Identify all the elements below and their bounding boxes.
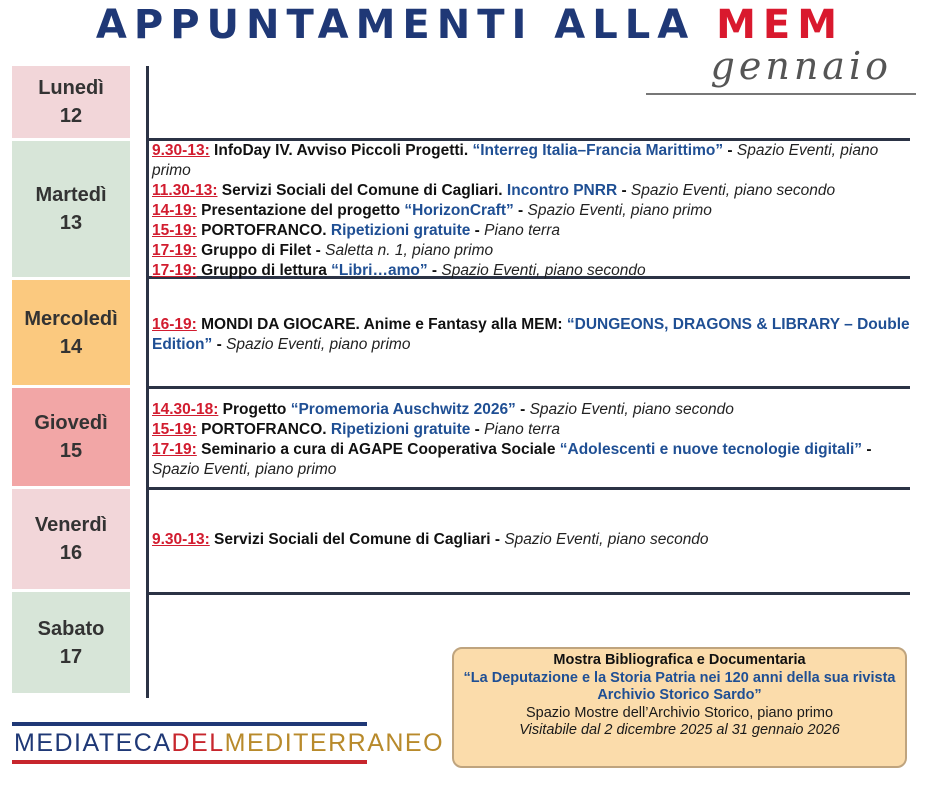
events-thursday (152, 400, 912, 480)
row-divider (146, 487, 910, 490)
logo-bottom-bar (12, 760, 367, 764)
event-time: 17-19: (152, 262, 197, 279)
event-separator: - (515, 401, 530, 418)
event-location: Spazio Eventi, piano secondo (630, 182, 836, 199)
events-tuesday (152, 141, 912, 281)
event-title: Gruppo di Filet (196, 242, 312, 259)
event-time: 14.30-18: (152, 401, 219, 418)
day-name: Lunedì (38, 77, 104, 99)
event-project: “Interreg Italia–Francia Marittimo” (468, 142, 724, 159)
day-name: Giovedì (34, 412, 108, 434)
event-project: “Adolescenti e nuove tecnologie digitali” (555, 441, 863, 458)
row-divider (146, 386, 910, 389)
day-wednesday (12, 280, 130, 385)
event-title: Servizi Sociali del Comune di Cagliari. (217, 182, 503, 199)
event-location: Spazio Eventi, piano secondo (441, 262, 646, 279)
event-separator: - (617, 182, 631, 199)
event-time: 14-19: (152, 202, 197, 219)
day-name: Mercoledì (24, 307, 118, 330)
event-separator: - (513, 202, 528, 219)
event-location: Spazio Eventi, piano primo (152, 461, 337, 478)
mediateca-logo (14, 729, 444, 758)
event-item (152, 201, 912, 221)
event-time: 11.30-13: (152, 182, 218, 199)
exhibit-title-2: Archivio Storico Sardo” (597, 687, 762, 703)
event-location: Spazio Eventi, piano primo (152, 142, 879, 179)
day-name: Venerdì (34, 514, 108, 536)
event-project: Ripetizioni gratuite (326, 222, 471, 239)
month-label: gennaio (710, 44, 892, 88)
event-title: Servizi Sociali del Comune di Cagliari (209, 531, 491, 548)
exhibit-dates: Visitabile dal 2 dicembre 2025 al 31 gennaio 2026 (519, 722, 840, 738)
event-time: 9.30-13: (152, 531, 210, 548)
event-title: MONDI DA GIOCARE. Anime e Fantasy alla MEM: (196, 316, 563, 333)
event-project: “DUNGEONS, DRAGONS & LIBRARY – Double Edition” (152, 316, 910, 353)
day-number: 15 (59, 440, 83, 462)
row-divider (146, 592, 910, 595)
event-time: 16-19: (152, 316, 197, 333)
event-project: Incontro PNRR (502, 182, 618, 199)
event-item (152, 141, 912, 181)
day-number: 16 (59, 542, 83, 564)
day-number: 14 (59, 335, 83, 358)
event-time: 9.30-13: (152, 142, 210, 159)
event-project: “Promemoria Auschwitz 2026” (286, 401, 516, 418)
logo-part: MEDITERRANEO (224, 729, 445, 757)
event-separator: - (470, 421, 485, 438)
events-wednesday (152, 315, 912, 355)
day-name: Sabato (37, 617, 105, 640)
event-time: 15-19: (152, 421, 197, 438)
logo-part: MEDIATECA (14, 729, 172, 757)
event-separator: - (427, 262, 442, 279)
event-title: Seminario a cura di AGAPE Cooperativa Sociale (196, 441, 556, 458)
day-thursday (12, 388, 130, 486)
event-separator: - (311, 242, 326, 259)
exhibit-title: “La Deputazione e la Storia Patria nei 120 anni della sua rivista (463, 669, 896, 686)
day-saturday (12, 592, 130, 693)
exhibit-location: Spazio Mostre dell’Archivio Storico, piano primo (525, 704, 834, 721)
logo-top-bar (12, 722, 367, 726)
day-name: Martedì (35, 184, 107, 206)
timeline-vertical-line (146, 66, 149, 698)
event-location: Spazio Eventi, piano secondo (504, 531, 709, 548)
exhibit-heading: Mostra Bibliografica e Documentaria (553, 652, 806, 668)
event-title: PORTOFRANCO. (196, 222, 327, 239)
day-friday (12, 489, 130, 589)
logo-part: DEL (171, 729, 225, 757)
event-location: Saletta n. 1, piano primo (325, 242, 494, 259)
event-location: Spazio Eventi, piano secondo (529, 401, 734, 418)
month-underline (646, 93, 916, 95)
event-time: 15-19: (152, 222, 197, 239)
title-main: APPUNTAMENTI ALLA (95, 2, 717, 48)
event-project: “Libri…amo” (326, 262, 428, 279)
event-time: 17-19: (152, 242, 197, 259)
event-item (152, 315, 912, 355)
event-item (152, 221, 912, 241)
event-title: Progetto (218, 401, 287, 418)
day-tuesday (12, 141, 130, 277)
event-item (152, 400, 912, 420)
exhibit-box (452, 647, 907, 768)
events-friday (152, 530, 912, 550)
event-item (152, 530, 912, 550)
event-location: Spazio Eventi, piano primo (527, 202, 712, 219)
event-title: Gruppo di lettura (196, 262, 327, 279)
event-location: Spazio Eventi, piano primo (226, 336, 411, 353)
event-item (152, 241, 912, 261)
day-number: 13 (59, 212, 83, 234)
event-item (152, 261, 912, 281)
event-location: Piano terra (484, 222, 560, 239)
event-separator: - (212, 336, 227, 353)
event-separator: - (723, 142, 737, 159)
event-project: Ripetizioni gratuite (326, 421, 471, 438)
event-time: 17-19: (152, 441, 197, 458)
event-title: PORTOFRANCO. (196, 421, 327, 438)
event-project: “HorizonCraft” (400, 202, 514, 219)
event-separator: - (490, 531, 505, 548)
event-separator: - (862, 441, 872, 458)
event-title: Presentazione del progetto (196, 202, 401, 219)
day-monday (12, 66, 130, 138)
event-item (152, 181, 912, 201)
event-separator: - (470, 222, 485, 239)
event-item (152, 440, 912, 480)
page-title (0, 2, 940, 48)
event-title: InfoDay IV. Avviso Piccoli Progetti. (209, 142, 469, 159)
event-location: Piano terra (484, 421, 560, 438)
day-number: 17 (59, 645, 83, 668)
title-mem: MEM (716, 2, 845, 48)
day-number: 12 (59, 105, 83, 127)
event-item (152, 420, 912, 440)
